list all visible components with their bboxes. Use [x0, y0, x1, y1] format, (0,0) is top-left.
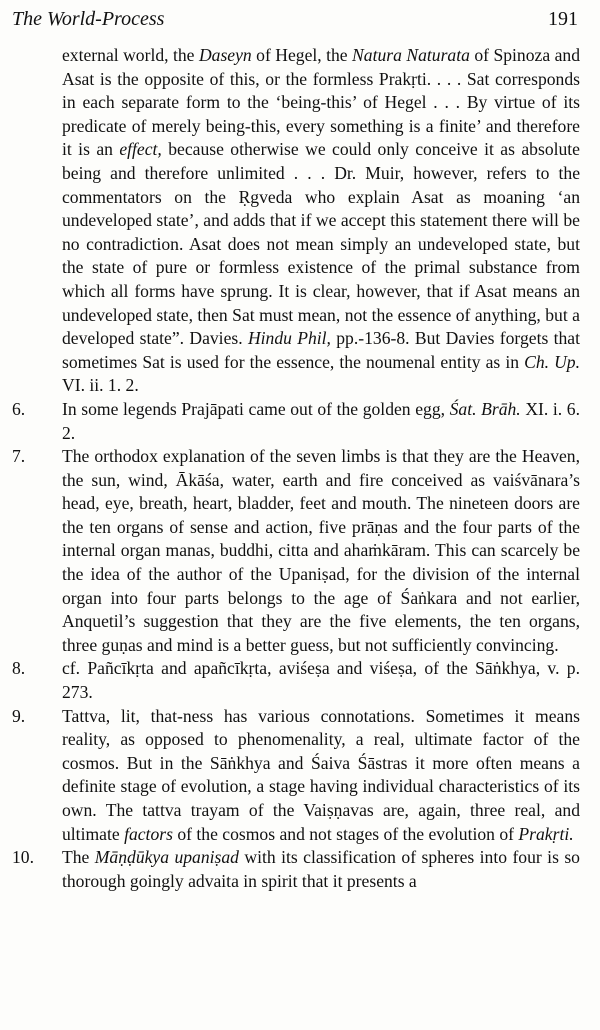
footnote-8: [8, 657, 584, 704]
italic-run: Śat. Brāh.: [449, 398, 521, 419]
footnote-6: [8, 398, 584, 445]
footnote-number: 7.: [12, 446, 26, 467]
text-run: pp.-136-8. But Davies forgets that sometimes Sat is used for the essence, the noumenal entity as in: [62, 328, 580, 372]
text-run: of Spinoza and Asat is the opposite of this, or the formless Prakṛti. . . . Sat corresponds in each separate form to the ‘being-this’ of Hegel . . . By virtue of its predicate of merely being-this, every something is a finite’ and therefore it is an: [62, 45, 580, 160]
page-number: 191: [548, 8, 578, 30]
footnote-text: [62, 846, 584, 893]
italic-run: factors: [124, 823, 173, 844]
footnote-7: [8, 445, 584, 657]
footnote-text: [62, 705, 584, 847]
footnote-text: [62, 657, 584, 704]
text-run: XI. i. 6. 2.: [62, 398, 581, 443]
running-header: [8, 8, 584, 44]
footnote-10: [8, 846, 584, 893]
text-run: The: [62, 847, 95, 868]
footnote-9: [8, 705, 584, 847]
italic-run: Māṇḍūkya upaniṣad: [94, 847, 239, 868]
text-run: of Hegel, the: [251, 45, 353, 65]
footnote-number: 10.: [12, 847, 34, 868]
text-run: Tattva, lit, that-ness has various connotations. Sometimes it means reality, as opposed to phenomenality, a real, ultimate factor of the cosmos. But in the Sāṅkhya and Śaiva Śāstras it more often means a definite stage of evolution, a stage having individual characteristics of its own. The tattva trayam of the Vaiṣṇavas are, again, three real, and ultimate: [62, 705, 580, 844]
footnote-continuation: [8, 44, 584, 398]
italic-run: Ch. Up.: [524, 351, 581, 372]
text-run: In some legends Prajāpati came out of the golden egg,: [62, 398, 450, 419]
footnote-number: 9.: [12, 705, 26, 726]
footnote-text: [62, 445, 584, 657]
footnote-number: 6.: [12, 398, 26, 419]
text-run: of the cosmos and not stages of the evolution of: [172, 823, 519, 844]
text-run: external world, the: [62, 45, 199, 65]
text-run: VI. ii. 1. 2.: [62, 375, 139, 396]
footnote-text: [62, 398, 584, 445]
text-run: cf. Pañcīkṛta and apañcīkṛta, aviśeṣa and viśeṣa, of the Sāṅkhya, v. p. 273.: [62, 658, 580, 703]
italic-run: effect,: [119, 139, 162, 160]
footnotes-body: [8, 44, 584, 893]
running-title: The World-Process: [12, 8, 165, 30]
footnote-number: 8.: [12, 658, 26, 679]
text-run: The orthodox explanation of the seven limbs is that they are the Heaven, the sun, wind, Ākāśa, water, earth and fire conceived as vaiśvānara’s head, eye, breath, heart, bladder, feet and mouth. The nineteen doors are the ten organs of sense and action, five prāṇas and the four parts of the internal organ manas, buddhi, citta and ahaṁkāram. This can scarcely be the idea of the author of the Upaniṣad, for the division of the internal organ into four parts belongs to the age of Śaṅkara and not earlier, Anquetil’s suggestion that they are the five elements, the ten organs, three guṇas and mind is a better guess, but not sufficiently convincing.: [62, 446, 580, 655]
italic-run: Prakṛti.: [518, 823, 574, 844]
text-run: with its classification of spheres into four is so thorough goingly advaita in spirit that it presents a: [62, 847, 580, 891]
italic-run: Hindu Phil,: [247, 328, 331, 349]
italic-run: Daseyn: [198, 45, 252, 65]
italic-run: Natura Naturata: [352, 45, 470, 65]
text-run: because otherwise we could only conceive it as absolute being and therefore unlimited . . . Dr. Muir, however, refers to the commentators on the Ṛgveda who explain Asat as moaning ‘an undeveloped state’, and adds that if we accept this statement there will be no contradiction. Asat does not mean simply an undeveloped state, but the state of pure or formless existence of the primal substance from which all forms have sprung. It is clear, however, that if Asat means an undeveloped state, then Sat must mean, not the essence of anything, but a developed state”. Davies.: [62, 139, 580, 349]
